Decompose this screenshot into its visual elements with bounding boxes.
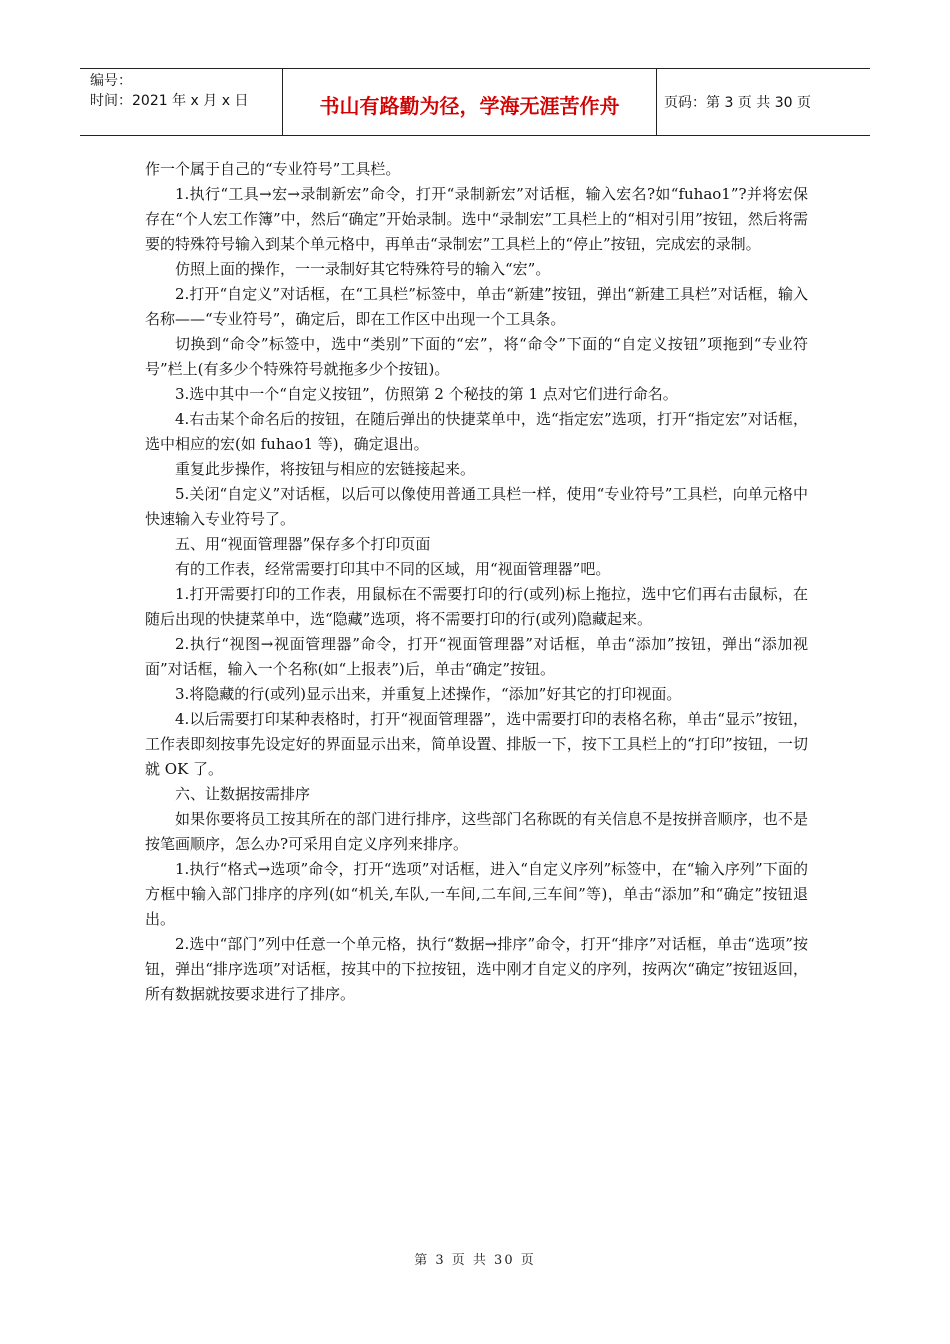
paragraph: 仿照上面的操作，一一录制好其它特殊符号的输入“宏”。 [175,260,551,278]
paragraph: 五、用“视面管理器”保存多个打印页面 [175,535,431,553]
header-meta [90,71,248,111]
paragraph: 有的工作表，经常需要打印其中不同的区域，用“视面管理器”吧。 [175,560,611,578]
paragraph: 1.执行“格式→选项”命令，打开“选项”对话框，进入“自定义序列”标签中，在“输入序列”下面的方框中输入部门排序的序列(如“机关,车队,一车间,二车间,三车间”等)，单击“添加”和“确定”按钮退出。 [145,860,808,928]
paragraph: 重复此步操作，将按钮与相应的宏链接起来。 [175,460,476,478]
paragraph: 5.关闭“自定义”对话框，以后可以像使用普通工具栏一样，使用“专业符号”工具栏，向单元格中快速输入专业符号了。 [145,485,808,528]
document-date: 时间：2021 年 x 月 x 日 [90,93,249,109]
paragraph: 2.打开“自定义”对话框，在“工具栏”标签中，单击“新建”按钮，弹出“新建工具栏”对话框，输入名称——“专业符号”，确定后，即在工作区中出现一个工具条。 [145,285,808,328]
paragraph: 1.打开需要打印的工作表，用鼠标在不需要打印的行(或列)标上拖拉，选中它们再右击鼠标，在随后出现的快捷菜单中，选“隐藏”选项，将不需要打印的行(或列)隐藏起来。 [145,585,808,628]
paragraph: 2.执行“视图→视面管理器”命令，打开“视面管理器”对话框，单击“添加”按钮，弹出“添加视面”对话框，输入一个名称(如“上报表”)后，单击“确定”按钮。 [145,635,808,678]
document-number-label: 编号： [90,73,132,89]
paragraph: 作一个属于自己的“专业符号”工具栏。 [145,160,401,178]
paragraph: 2.选中“部门”列中任意一个单元格，执行“数据→排序”命令，打开“排序”对话框，单击“选项”按钮，弹出“排序选项”对话框，按其中的下拉按钮，选中刚才自定义的序列，按两次“确定”按钮返回，所有数据就按要求进行了排序。 [145,935,808,1003]
document-body [145,157,808,1007]
paragraph: 3.选中其中一个“自定义按钮”，仿照第 2 个秘技的第 1 点对它们进行命名。 [175,385,678,403]
header-page-info: 页码：第 3 页 共 30 页 [664,95,811,111]
paragraph: 六、让数据按需排序 [175,785,311,803]
page-header [80,68,870,136]
paragraph: 4.右击某个命名后的按钮，在随后弹出的快捷菜单中，选“指定宏”选项，打开“指定宏”对话框，选中相应的宏(如 fuhao1 等)，确定退出。 [145,410,808,453]
page-footer: 第 3 页 共 30 页 [414,1253,536,1268]
paragraph: 切换到“命令”标签中，选中“类别”下面的“宏”，将“命令”下面的“自定义按钮”项拖到“专业符号”栏上(有多少个特殊符号就拖多少个按钮)。 [145,335,808,378]
paragraph: 1.执行“工具→宏→录制新宏”命令，打开“录制新宏”对话框，输入宏名?如“fuhao1”?并将宏保存在“个人宏工作簿”中，然后“确定”开始录制。选中“录制宏”工具栏上的“相对引用”按钮，然后将需要的特殊符号输入到某个单元格中，再单击“录制宏”工具栏上的“停止”按钮，完成宏的录制。 [145,185,808,253]
paragraph: 如果你要将员工按其所在的部门进行排序，这些部门名称既的有关信息不是按拼音顺序，也不是按笔画顺序，怎么办?可采用自定义序列来排序。 [145,810,808,853]
header-divider [656,68,657,136]
header-motto: 书山有路勤为径，学海无涯苦作舟 [319,93,620,118]
paragraph: 4.以后需要打印某种表格时，打开“视面管理器”，选中需要打印的表格名称，单击“显示”按钮，工作表即刻按事先设定好的界面显示出来，简单设置、排版一下，按下工具栏上的“打印”按钮，一切就 OK 了。 [145,710,808,778]
paragraph: 3.将隐藏的行(或列)显示出来，并重复上述操作，“添加”好其它的打印视面。 [175,685,682,703]
